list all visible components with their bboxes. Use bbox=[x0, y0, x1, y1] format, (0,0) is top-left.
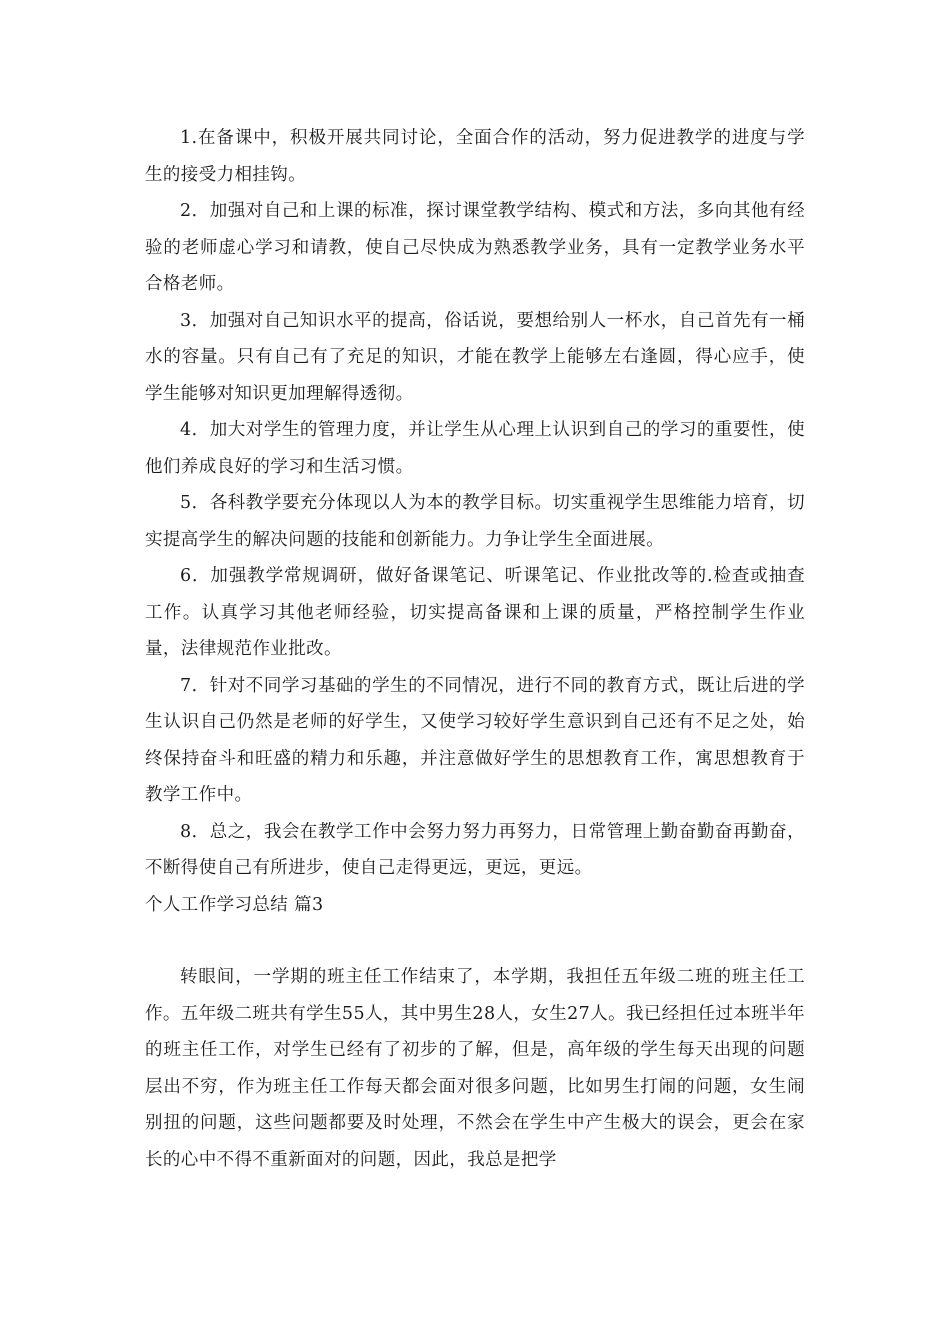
list-item: 6．加强教学常规调研，做好备课笔记、听课笔记、作业批改等的.检查或抽查工作。认真学习其他老师经验，切实提高备课和上课的质量，严格控制学生作业量，法律规范作业批改。 bbox=[145, 566, 805, 659]
list-item: 4．加大对学生的管理力度，并让学生从心理上认识到自己的学习的重要性，使他们养成良好的学习和生活习惯。 bbox=[145, 420, 805, 477]
list-item: 8．总之，我会在教学工作中会努力努力再努力，日常管理上勤奋勤奋再勤奋，不断得使自己有所进步，使自己走得更远，更远，更远。 bbox=[145, 821, 805, 878]
list-item: 3．加强对自己知识水平的提高，俗话说，要想给别人一杯水，自己首先有一桶水的容量。只有自己有了充足的知识，才能在教学上能够左右逢圆，得心应手，使学生能够对知识更加理解得透彻。 bbox=[145, 310, 805, 404]
list-item: 5．各科教学要充分体现以人为本的教学目标。切实重视学生思维能力培育，切实提高学生的解决问题的技能和创新能力。力争让学生全面进展。 bbox=[145, 493, 805, 550]
document-page bbox=[145, 120, 805, 1178]
list-item: 7．针对不同学习基础的学生的不同情况，进行不同的教育方式，既让后进的学生认识自己仍然是老师的好学生，又使学习较好学生意识到自己还有不足之处，始终保持奋斗和旺盛的精力和乐趣，并注意做好学生的思想教育工作，寓思想教育于教学工作中。 bbox=[145, 675, 805, 805]
list-item: 1.在备课中，积极开展共同讨论，全面合作的活动，努力促进教学的进度与学生的接受力相挂钩。 bbox=[145, 128, 805, 185]
list-item: 2．加强对自己和上课的标准，探讨课堂教学结构、模式和方法，多向其他有经验的老师虚心学习和请教，使自己尽快成为熟悉教学业务，具有一定教学业务水平合格老师。 bbox=[145, 201, 805, 294]
section-spacer bbox=[145, 923, 805, 959]
section-body-paragraph: 转眼间，一学期的班主任工作结束了，本学期，我担任五年级二班的班主任工作。五年级二班共有学生55人，其中男生28人，女生27人。我已经担任过本班半年的班主任工作，对学生已经有了初步的了解，但是，高年级的学生每天出现的问题层出不穷，作为班主任工作每天都会面对很多问题，比如男生打闹的问题，女生闹别扭的问题，这些问题都要及时处理，不然会在学生中产生极大的误会，更会在家长的心中不得不重新面对的问题，因此，我总是把学 bbox=[145, 967, 805, 1170]
section-heading: 个人工作学习总结 篇3 bbox=[145, 894, 324, 915]
